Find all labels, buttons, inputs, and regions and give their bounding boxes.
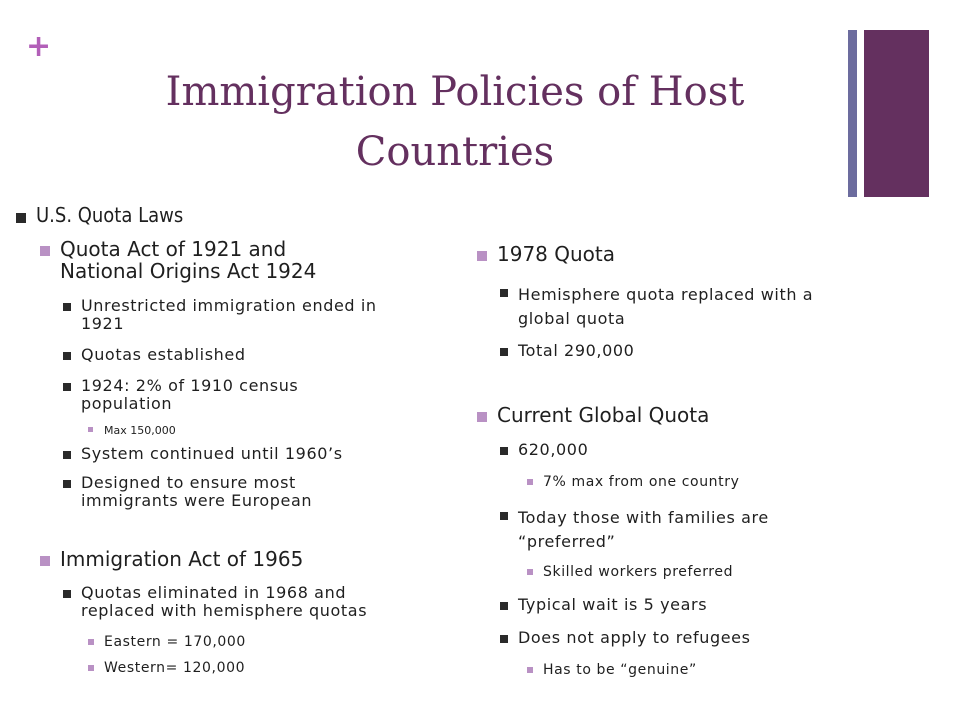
list-item-families-preferred xyxy=(500,506,769,554)
list-item-typical-wait xyxy=(500,596,707,614)
bullet-text: Quota Act of 1921 and xyxy=(60,237,287,261)
decorative-bar-wide xyxy=(864,30,929,197)
bullet-text-continued: replaced with hemisphere quotas xyxy=(81,601,368,620)
bullet-icon xyxy=(500,447,508,455)
bullet-icon xyxy=(63,383,71,391)
bullet-text: Typical wait is 5 years xyxy=(518,595,708,614)
list-item-620000 xyxy=(500,441,588,459)
bullet-icon xyxy=(88,639,94,645)
bullet-text: Has to be “genuine” xyxy=(543,662,697,678)
list-item-max-150000 xyxy=(88,424,176,437)
list-item-1978-quota xyxy=(477,243,615,265)
bullet-text: U.S. Quota Laws xyxy=(36,203,184,227)
bullet-icon xyxy=(40,556,50,566)
bullet-icon xyxy=(527,569,533,575)
bullet-text: Designed to ensure most xyxy=(81,473,296,492)
bullet-text: Current Global Quota xyxy=(497,403,710,427)
bullet-text: Hemisphere quota replaced with a xyxy=(518,285,814,304)
bullet-text: Quotas eliminated in 1968 and xyxy=(81,583,347,602)
bullet-text: Does not apply to refugees xyxy=(518,628,751,647)
bullet-text: Immigration Act of 1965 xyxy=(60,547,304,571)
bullet-icon xyxy=(500,512,508,520)
bullet-text-continued: global quota xyxy=(518,309,626,328)
bullet-text: Eastern = 170,000 xyxy=(104,634,246,650)
list-item-7-percent xyxy=(527,474,739,490)
bullet-icon xyxy=(500,289,508,297)
list-item-quotas-eliminated xyxy=(63,584,367,620)
bullet-icon xyxy=(63,590,71,598)
bullet-text: 1924: 2% of 1910 census xyxy=(81,376,299,395)
list-item-eastern xyxy=(88,634,246,650)
bullet-text: Max 150,000 xyxy=(104,424,176,437)
bullet-icon xyxy=(63,451,71,459)
list-item-unrestricted-ended xyxy=(63,297,377,333)
bullet-text-continued: 1921 xyxy=(81,314,125,333)
bullet-text: Total 290,000 xyxy=(518,341,635,360)
bullet-icon xyxy=(500,602,508,610)
list-item-current-global-quota xyxy=(477,404,709,426)
bullet-icon xyxy=(477,251,487,261)
bullet-text: Quotas established xyxy=(81,345,246,364)
bullet-text-continued: population xyxy=(81,394,173,413)
bullet-icon xyxy=(16,213,26,223)
bullet-icon xyxy=(88,665,94,671)
bullet-text: Western= 120,000 xyxy=(104,660,246,676)
list-item-hemisphere-replaced xyxy=(500,283,813,331)
bullet-text: Unrestricted immigration ended in xyxy=(81,296,377,315)
bullet-icon xyxy=(40,246,50,256)
list-item-immigration-act-1965 xyxy=(40,548,303,570)
slide-title xyxy=(95,62,815,182)
bullet-text: System continued until 1960’s xyxy=(81,444,343,463)
bullet-text: Today those with families are xyxy=(518,508,769,527)
bullet-icon xyxy=(477,412,487,422)
list-item-refugees xyxy=(500,629,751,647)
list-item-genuine xyxy=(527,662,697,678)
bullet-icon xyxy=(63,352,71,360)
title-line-2: Countries xyxy=(355,129,555,175)
bullet-icon xyxy=(527,479,533,485)
plus-logo-icon: + xyxy=(26,29,52,64)
list-item-designed-european xyxy=(63,474,312,510)
bullet-text: 620,000 xyxy=(518,440,589,459)
list-item-skilled-workers xyxy=(527,564,733,580)
bullet-icon xyxy=(63,480,71,488)
bullet-text: 7% max from one country xyxy=(543,474,740,490)
list-item-1924-census xyxy=(63,377,298,413)
bullet-text: 1978 Quota xyxy=(497,242,616,266)
list-item-quota-act-1921 xyxy=(40,238,316,282)
bullet-icon xyxy=(500,348,508,356)
bullet-icon xyxy=(88,427,93,432)
bullet-icon xyxy=(63,303,71,311)
list-item-total-290000 xyxy=(500,342,634,360)
decorative-bar-thin xyxy=(848,30,857,197)
title-line-1: Immigration Policies of Host xyxy=(165,69,745,115)
bullet-text-continued: immigrants were European xyxy=(81,491,313,510)
bullet-text-continued: “preferred” xyxy=(518,532,616,551)
list-item-western xyxy=(88,660,245,676)
list-item-system-continued xyxy=(63,445,343,463)
bullet-icon xyxy=(500,635,508,643)
list-item-us-quota-laws xyxy=(16,204,183,226)
bullet-text: Skilled workers preferred xyxy=(543,564,734,580)
bullet-icon xyxy=(527,667,533,673)
list-item-quotas-established xyxy=(63,346,246,364)
bullet-text-continued: National Origins Act 1924 xyxy=(60,259,317,283)
